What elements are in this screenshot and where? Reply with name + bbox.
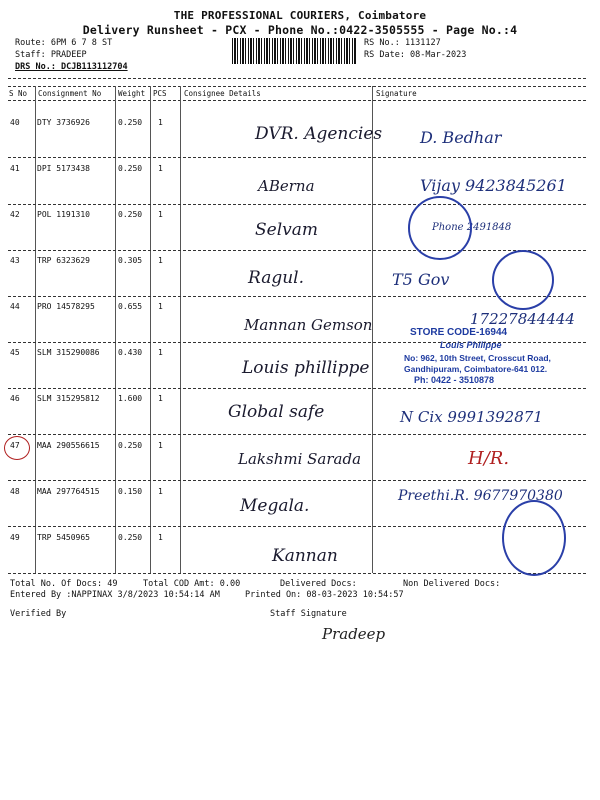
store-address-line2: Gandhipuram, Coimbatore-641 012. (404, 364, 548, 374)
row-consignment: POL 1191310 (37, 210, 90, 219)
printed-on: Printed On: 08-03-2023 10:54:57 (245, 590, 404, 600)
row-weight: 0.250 (118, 118, 143, 127)
col-divider (150, 86, 151, 573)
total-docs: Total No. Of Docs: 49 (10, 579, 118, 589)
row-sno: 47 (10, 441, 20, 450)
row-consignee-handwritten: Louis phillippe (242, 358, 370, 378)
col-header-sno: S No (9, 89, 28, 98)
row-consignee-handwritten: Lakshmi Sarada (238, 450, 362, 468)
row-consignee-handwritten: DVR. Agencies (255, 124, 383, 144)
col-header-pcs: PCS (153, 89, 167, 98)
row-pcs: 1 (158, 394, 163, 403)
row-sno: 43 (10, 256, 20, 265)
col-header-consignment: Consignment No (38, 89, 102, 98)
row-weight: 0.250 (118, 164, 143, 173)
row-rule (8, 480, 586, 481)
barcode (232, 38, 356, 64)
row-pcs: 1 (158, 210, 163, 219)
rs-number: RS No.: 1131127 (364, 38, 441, 48)
col-divider (180, 86, 181, 573)
row-sno: 44 (10, 302, 20, 311)
row-pcs: 1 (158, 256, 163, 265)
runsheet-subtitle: Delivery Runsheet - PCX - Phone No.:0422-3505555 - Page No.:4 (82, 23, 518, 37)
store-code-stamp: STORE CODE-16944 (410, 327, 508, 338)
row-consignment: SLM 315290086 (37, 348, 100, 357)
row-sno: 48 (10, 487, 20, 496)
row-consignee-handwritten: Megala. (240, 496, 310, 516)
store-address-line1: No: 962, 10th Street, Crosscut Road, (404, 353, 551, 363)
header-top-rule (8, 86, 586, 87)
drs-number: DRS No.: DCJB113112704 (15, 62, 128, 72)
row-pcs: 1 (158, 533, 163, 542)
store-phone-stamp: Ph: 0422 - 3510878 (414, 375, 495, 385)
delivered-docs: Delivered Docs: (280, 579, 357, 589)
row-weight: 0.250 (118, 210, 143, 219)
route-label: Route: 6PM 6 7 8 ST (15, 38, 113, 48)
total-cod: Total COD Amt: 0.00 (143, 579, 241, 589)
row-signature: Phone 2491848 (432, 222, 512, 233)
row-consignment: TRP 6323629 (37, 256, 90, 265)
row-signature: H/R. (468, 448, 510, 469)
row-signature: T5 Gov (392, 270, 450, 289)
row-consignee-handwritten: Kannan (272, 546, 338, 566)
row-consignment: DTY 3736926 (37, 118, 90, 127)
row-consignee-handwritten: ABerna (258, 177, 315, 195)
col-divider (115, 86, 116, 573)
row-rule (8, 250, 586, 251)
row-sno: 49 (10, 533, 20, 542)
row-signature: Preethi.R. 9677970380 (398, 488, 563, 504)
row-consignment: TRP 5450965 (37, 533, 90, 542)
store-name-stamp: Louis Philippe (440, 340, 502, 350)
row-pcs: 1 (158, 302, 163, 311)
row-consignment: MAA 290556615 (37, 441, 100, 450)
row-weight: 0.150 (118, 487, 143, 496)
row-signature: 17227844444 (470, 310, 575, 328)
row-rule (8, 204, 586, 205)
row-pcs: 1 (158, 118, 163, 127)
row-consignment: SLM 315295812 (37, 394, 100, 403)
row-consignee-handwritten: Global safe (228, 402, 325, 422)
row-signature: Vijay 9423845261 (420, 176, 567, 195)
header-bottom-rule (8, 100, 586, 101)
row-weight: 0.305 (118, 256, 143, 265)
row-consignment: MAA 297764515 (37, 487, 100, 496)
row-sno: 42 (10, 210, 20, 219)
row-pcs: 1 (158, 348, 163, 357)
staff-label: Staff: PRADEEP (15, 50, 87, 60)
row-pcs: 1 (158, 487, 163, 496)
row-consignee-handwritten: Mannan Gemson (244, 316, 373, 334)
staff-signature-label: Staff Signature (270, 609, 347, 619)
verified-by: Verified By (10, 609, 67, 619)
non-delivered-docs: Non Delivered Docs: (403, 579, 501, 589)
row-rule (8, 157, 586, 158)
row-signature: N Cix 9991392871 (400, 408, 543, 426)
col-header-signature: Signature (376, 89, 417, 98)
row-rule (8, 388, 586, 389)
row-pcs: 1 (158, 164, 163, 173)
col-header-weight: Weight (118, 89, 146, 98)
row-rule (8, 434, 586, 435)
row-weight: 0.250 (118, 533, 143, 542)
row-weight: 0.430 (118, 348, 143, 357)
row-signature: D. Bedhar (420, 128, 502, 147)
row-sno: 45 (10, 348, 20, 357)
row-weight: 1.600 (118, 394, 143, 403)
row-pcs: 1 (158, 441, 163, 450)
rs-date: RS Date: 08-Mar-2023 (364, 50, 467, 60)
company-title: THE PROFESSIONAL COURIERS, Coimbatore (173, 9, 427, 22)
row-consignee-handwritten: Ragul. (248, 268, 304, 288)
staff-signature: Pradeep (322, 625, 386, 643)
entered-by: Entered By :NAPPINAX 3/8/2023 10:54:14 AM (10, 590, 220, 600)
col-header-consignee: Consignee Details (184, 89, 261, 98)
col-divider (35, 86, 36, 573)
row-sno: 41 (10, 164, 20, 173)
round-stamp (502, 500, 566, 576)
row-consignment: DPI 5173438 (37, 164, 90, 173)
row-weight: 0.250 (118, 441, 143, 450)
row-consignee-handwritten: Selvam (255, 220, 319, 240)
row-rule (8, 526, 586, 527)
row-sno: 46 (10, 394, 20, 403)
round-stamp (492, 250, 554, 310)
row-sno: 40 (10, 118, 20, 127)
row-rule (8, 573, 586, 574)
top-rule (8, 78, 586, 79)
round-stamp (408, 196, 472, 260)
row-weight: 0.655 (118, 302, 143, 311)
row-consignment: PRO 14578295 (37, 302, 95, 311)
